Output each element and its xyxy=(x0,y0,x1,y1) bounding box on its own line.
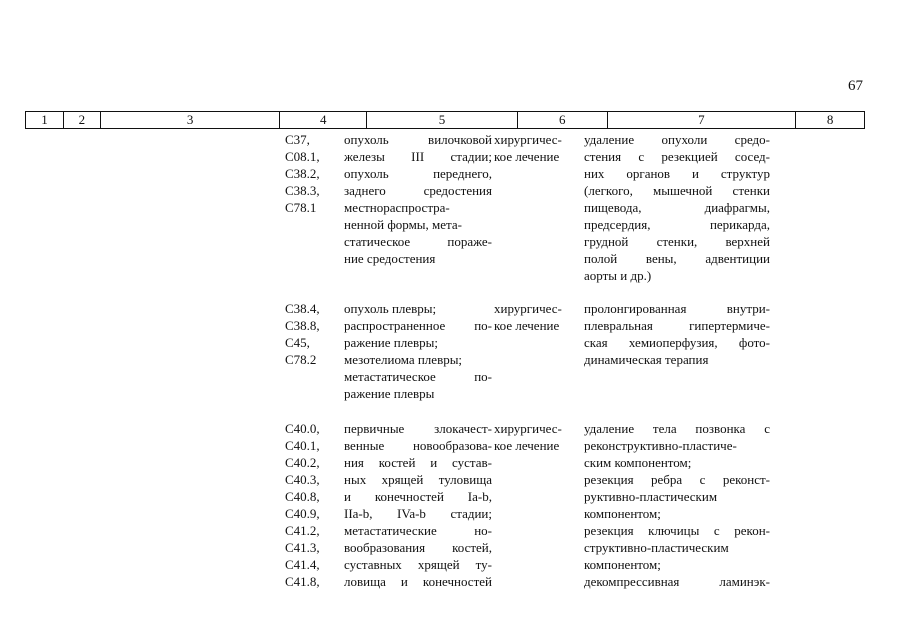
method-line: резекция ключицы с рекон- xyxy=(584,523,770,538)
treatment-type-cell xyxy=(494,131,584,165)
column-number-6: 6 xyxy=(518,112,608,128)
icd-code: C40.0, xyxy=(285,421,320,436)
treatment-line: хирургичес- xyxy=(494,132,562,147)
method-line: предсердия, перикарда, xyxy=(584,217,770,232)
disease-line: распространенное по- xyxy=(344,318,492,333)
disease-line: вообразования костей, xyxy=(344,540,492,555)
method-line: стения с резекцией сосед- xyxy=(584,149,770,164)
icd-code: C41.8, xyxy=(285,574,320,589)
icd-code: C38.2, xyxy=(285,166,320,181)
icd-code: C45, xyxy=(285,335,310,350)
method-line: реконструктивно-пластиче- xyxy=(584,438,737,453)
disease-line: IIa-b, IVa-b стадии; xyxy=(344,506,492,521)
disease-line: ния костей и сустав- xyxy=(344,455,492,470)
table-column-numbers xyxy=(25,111,865,129)
disease-line: опухоль плевры; xyxy=(344,301,437,316)
icd-code: C40.2, xyxy=(285,455,320,470)
disease-description-cell xyxy=(344,420,492,590)
icd-code: C08.1, xyxy=(285,149,320,164)
disease-line: местнораспростра- xyxy=(344,200,450,215)
disease-line: ненной формы, мета- xyxy=(344,217,462,232)
disease-line: опухоль вилочковой xyxy=(344,132,492,147)
disease-line: ние средостения xyxy=(344,251,436,266)
icd-code: C37, xyxy=(285,132,310,147)
icd-code: C40.3, xyxy=(285,472,320,487)
method-line: резекция ребра с реконст- xyxy=(584,472,770,487)
disease-line: ражение плевры; xyxy=(344,335,438,350)
icd-codes-cell xyxy=(285,420,345,590)
icd-code: C78.2 xyxy=(285,352,317,367)
method-line: (легкого, мышечной стенки xyxy=(584,183,770,198)
icd-code: C38.8, xyxy=(285,318,320,333)
method-line: компонентом; xyxy=(584,557,661,572)
column-number-1: 1 xyxy=(26,112,64,128)
method-line: декомпрессивная ламинэк- xyxy=(584,574,770,589)
disease-line: венные новообразова- xyxy=(344,438,492,453)
column-number-2: 2 xyxy=(64,112,101,128)
icd-code: C40.8, xyxy=(285,489,320,504)
column-number-7: 7 xyxy=(608,112,797,128)
column-number-3: 3 xyxy=(101,112,281,128)
page-number: 67 xyxy=(848,78,863,94)
treatment-method-cell xyxy=(584,131,770,284)
method-line: них органов и структур xyxy=(584,166,770,181)
treatment-line: хирургичес- xyxy=(494,301,562,316)
method-line: пролонгированная внутри- xyxy=(584,301,770,316)
disease-line: ражение плевры xyxy=(344,386,435,401)
method-line: компонентом; xyxy=(584,506,661,521)
disease-line: первичные злокачест- xyxy=(344,421,492,436)
icd-code: C40.1, xyxy=(285,438,320,453)
disease-line: метастатические но- xyxy=(344,523,492,538)
method-line: руктивно-пластическим xyxy=(584,489,718,504)
disease-description-cell xyxy=(344,131,492,267)
column-number-8: 8 xyxy=(826,112,834,127)
method-line: ская хемиоперфузия, фото- xyxy=(584,335,770,350)
method-line: аорты и др.) xyxy=(584,268,652,283)
treatment-line: кое лечение xyxy=(494,149,560,164)
icd-code: C40.9, xyxy=(285,506,320,521)
method-line: удаление тела позвонка с xyxy=(584,421,770,436)
treatment-line: кое лечение xyxy=(494,438,560,453)
icd-code: C78.1 xyxy=(285,200,317,215)
column-number-4: 4 xyxy=(280,112,367,128)
treatment-method-cell xyxy=(584,300,770,368)
disease-line: железы III стадии; xyxy=(344,149,492,164)
icd-codes-cell xyxy=(285,300,345,368)
method-line: плевральная гипертермиче- xyxy=(584,318,770,333)
disease-line: заднего средостения xyxy=(344,183,492,198)
disease-line: суставных хрящей ту- xyxy=(344,557,492,572)
treatment-line: кое лечение xyxy=(494,318,560,333)
disease-line: ных хрящей туловища xyxy=(344,472,492,487)
column-number-5: 5 xyxy=(367,112,518,128)
disease-line: метастатическое по- xyxy=(344,369,492,384)
icd-code: C41.2, xyxy=(285,523,320,538)
treatment-line: хирургичес- xyxy=(494,421,562,436)
icd-code: C38.3, xyxy=(285,183,320,198)
disease-line: и конечностей Ia-b, xyxy=(344,489,492,504)
disease-description-cell xyxy=(344,300,492,402)
icd-code: C41.4, xyxy=(285,557,320,572)
disease-line: мезотелиома плевры; xyxy=(344,352,463,367)
method-line: грудной стенки, верхней xyxy=(584,234,770,249)
method-line: полой вены, адвентиции xyxy=(584,251,770,266)
disease-line: опухоль переднего, xyxy=(344,166,492,181)
icd-codes-cell xyxy=(285,131,345,216)
treatment-method-cell xyxy=(584,420,770,590)
method-line: пищевода, диафрагмы, xyxy=(584,200,770,215)
disease-line: ловища и конечностей xyxy=(344,574,492,589)
treatment-type-cell xyxy=(494,300,584,334)
icd-code: C41.3, xyxy=(285,540,320,555)
method-line: ским компонентом; xyxy=(584,455,692,470)
method-line: динамическая терапия xyxy=(584,352,709,367)
method-line: удаление опухоли средо- xyxy=(584,132,770,147)
disease-line: статическое пораже- xyxy=(344,234,492,249)
method-line: структивно-пластическим xyxy=(584,540,729,555)
icd-code: C38.4, xyxy=(285,301,320,316)
treatment-type-cell xyxy=(494,420,584,454)
